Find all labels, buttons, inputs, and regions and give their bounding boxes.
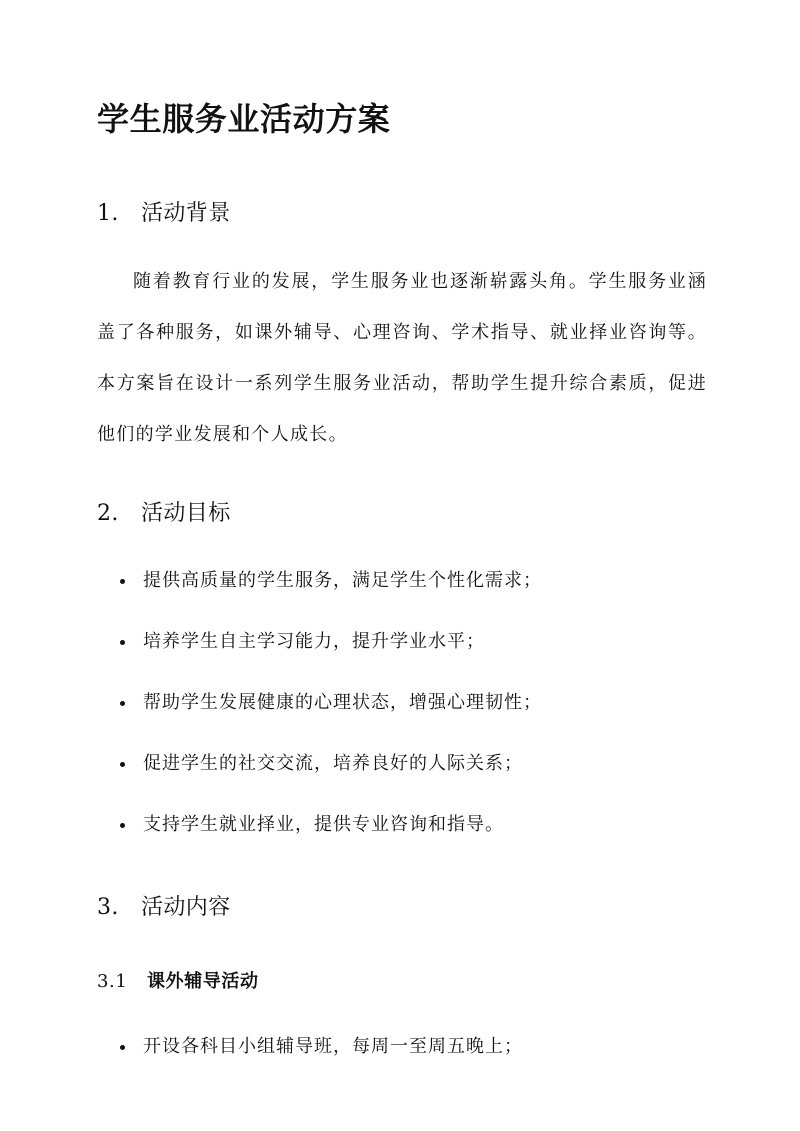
- list-item-text: 支持学生就业择业，提供专业咨询和指导。: [143, 814, 504, 835]
- bullet-dot-icon: [120, 762, 125, 767]
- document-title: 学生服务业活动方案: [97, 100, 391, 138]
- list-item: [97, 627, 707, 657]
- list-item-text: 开设各科目小组辅导班，每周一至周五晚上；: [143, 1036, 523, 1057]
- list-item-text: 培养学生自主学习能力，提升学业水平；: [143, 631, 485, 652]
- subsection-title: 课外辅导活动: [147, 971, 259, 992]
- section-heading-background: [97, 194, 707, 234]
- section-heading-goals: [97, 494, 707, 534]
- section-number: 3.: [97, 895, 119, 920]
- section-title: 活动内容: [141, 895, 231, 920]
- list-item: [97, 810, 707, 840]
- subsection-number: 3.1: [97, 971, 128, 992]
- section-title: 活动背景: [141, 201, 231, 226]
- section-heading-content: [97, 888, 707, 928]
- bullet-dot-icon: [120, 579, 125, 584]
- section-number: 2.: [97, 501, 119, 526]
- list-item: [97, 688, 707, 718]
- section-title: 活动目标: [141, 501, 231, 526]
- bullet-dot-icon: [120, 640, 125, 645]
- background-paragraph: 随着教育行业的发展，学生服务业也逐渐崭露头角。学生服务业涵盖了各种服务，如课外辅导、心理咨询、学术指导、就业择业咨询等。本方案旨在设计一系列学生服务业活动，帮助学生提升综合素质，促进他们的学业发展和个人成长。: [97, 271, 707, 445]
- subsection-heading-tutoring: [97, 967, 707, 997]
- list-item: [97, 566, 707, 596]
- list-item: [97, 1032, 707, 1062]
- bullet-dot-icon: [120, 1045, 125, 1050]
- list-item-text: 提供高质量的学生服务，满足学生个性化需求；: [143, 570, 542, 591]
- document-body: [97, 92, 707, 1062]
- list-item-text: 帮助学生发展健康的心理状态，增强心理韧性；: [143, 692, 542, 713]
- section-number: 1.: [97, 201, 119, 226]
- bullet-dot-icon: [120, 701, 125, 706]
- list-item: [97, 749, 707, 779]
- bullet-dot-icon: [120, 823, 125, 828]
- tutoring-list: [97, 1032, 707, 1062]
- list-item-text: 促进学生的社交交流，培养良好的人际关系；: [143, 753, 523, 774]
- goals-list: [97, 566, 707, 840]
